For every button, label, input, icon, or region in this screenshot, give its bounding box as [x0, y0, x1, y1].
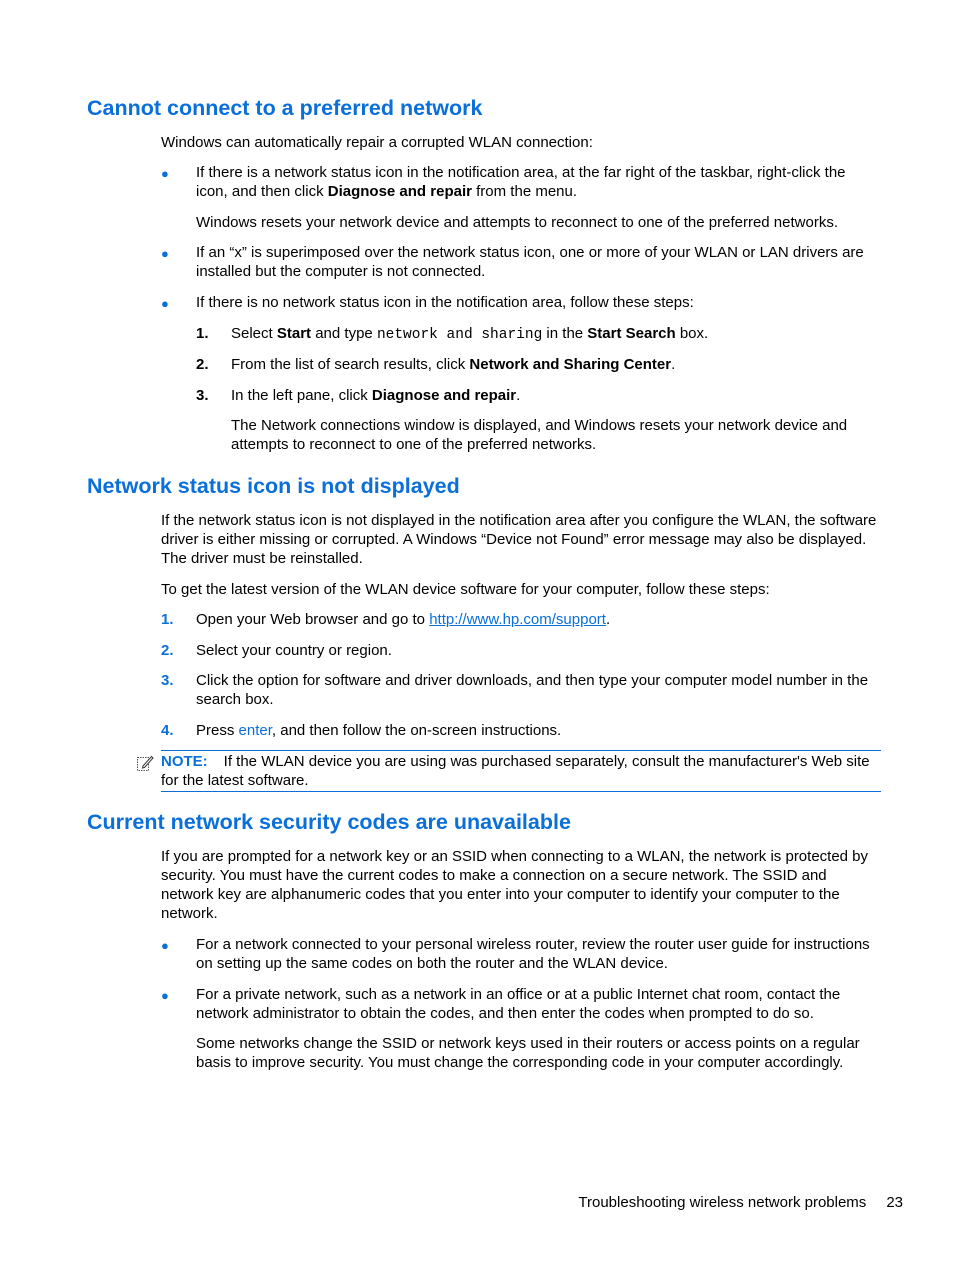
step-number: 4. [161, 722, 174, 739]
bullet-dot-icon: ● [161, 246, 169, 261]
section2-paragraph-1: If the network status icon is not displayed in the notification area after you configure the WLAN, the software driver is either missing or corrupted. A Windows “Device not Found” error message may also be displayed. The driver must be reinstalled. [161, 512, 877, 567]
bullet-dot-icon: ● [161, 296, 169, 311]
section2-step-3: Click the option for software and driver downloads, and then type your computer model number in the search box. [196, 672, 869, 708]
bullet-dot-icon: ● [161, 988, 169, 1003]
section1-step-3-follow: The Network connections window is displayed, and Windows resets your network device and attempts to reconnect to one of the preferred networks. [231, 417, 848, 453]
section2-paragraph-2: To get the latest version of the WLAN device software for your computer, follow these steps: [161, 581, 770, 598]
code-text: network and sharing [376, 327, 543, 343]
page-number: 23 [886, 1194, 903, 1211]
step-number: 3. [196, 387, 209, 404]
section1-bullet-1: If there is a network status icon in the notification area, at the far right of the taskbar, right-click the icon, and then click Diagnose and repair from the menu. [196, 164, 846, 200]
step-number: 3. [161, 672, 174, 689]
section1-step-1: Select Start and type network and sharing in the Start Search box. [231, 325, 709, 343]
section3-bullet-2: For a private network, such as a network in an office or at a public Internet chat room, contact the network administrator to obtain the codes, and then enter the codes when prompted to do so. [196, 986, 841, 1022]
section-heading-preferred-network: Cannot connect to a preferred network [87, 96, 483, 120]
section2-step-2: Select your country or region. [196, 642, 392, 659]
section3-paragraph-1: If you are prompted for a network key or an SSID when connecting to a WLAN, the network is protected by security. You must have the current codes to make a connection on a secure network. The SSID and network key are alphanumeric codes that you enter into your computer to identify your computer to the network. [161, 848, 869, 922]
page-footer [578, 1193, 903, 1212]
section2-step-4: Press enter, and then follow the on-screen instructions. [196, 722, 562, 739]
step-number: 1. [161, 611, 174, 628]
step-number: 1. [196, 325, 209, 342]
section-heading-security-codes: Current network security codes are unavailable [87, 810, 571, 834]
bullet-dot-icon: ● [161, 166, 169, 181]
section1-intro: Windows can automatically repair a corrupted WLAN connection: [161, 134, 593, 151]
note-label: NOTE: [161, 753, 208, 770]
note-text: NOTE: If the WLAN device you are using was purchased separately, consult the manufacturer's Web site for the latest software. [161, 753, 870, 789]
section1-bullet-1-follow: Windows resets your network device and attempts to reconnect to one of the preferred networks. [196, 214, 838, 231]
section1-step-3: In the left pane, click Diagnose and repair. [231, 387, 521, 404]
section3-bullet-2-follow: Some networks change the SSID or network keys used in their routers or access points on a regular basis to improve security. You must change the corresponding code in your computer accordingly. [196, 1035, 860, 1071]
section2-step-1: Open your Web browser and go to http://www.hp.com/support. [196, 611, 611, 628]
note-pencil-icon [136, 754, 154, 772]
section-heading-status-icon: Network status icon is not displayed [87, 474, 460, 498]
bullet-dot-icon: ● [161, 938, 169, 953]
footer-section-title: Troubleshooting wireless network problems [578, 1194, 867, 1211]
note-top-rule [161, 750, 881, 751]
section1-bullet-3: If there is no network status icon in the notification area, follow these steps: [196, 294, 694, 311]
step-number: 2. [196, 356, 209, 373]
section1-step-2: From the list of search results, click Network and Sharing Center. [231, 356, 676, 373]
section1-bullet-2: If an “x” is superimposed over the network status icon, one or more of your WLAN or LAN drivers are installed but the computer is not connected. [196, 244, 864, 280]
enter-key-text: enter [238, 722, 272, 739]
step-number: 2. [161, 642, 174, 659]
hp-support-link[interactable]: http://www.hp.com/support [429, 611, 606, 628]
section3-bullet-1: For a network connected to your personal wireless router, review the router user guide for instructions on setting up the same codes on both the router and the WLAN device. [196, 936, 870, 972]
note-bottom-rule [161, 791, 881, 792]
